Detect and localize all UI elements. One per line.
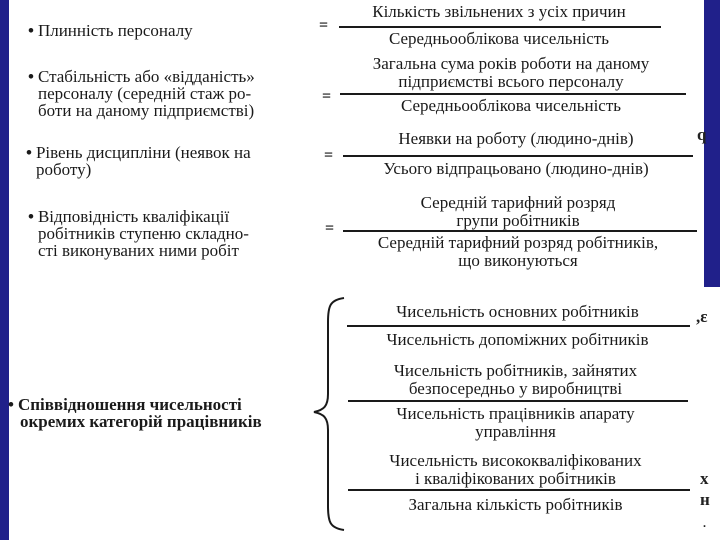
slide-frame-right <box>704 0 720 540</box>
discipline-numerator: Неявки на роботу (людино-днів) <box>398 129 634 148</box>
edge-mark-2: ,ε <box>696 307 708 326</box>
fraction-line <box>343 155 693 157</box>
indicator-turnover-label: • Плинність персоналу <box>28 21 193 40</box>
qualification-numerator: Середній тарифний розряд групи робітників <box>420 193 616 230</box>
fraction-line <box>348 400 688 402</box>
equals-sign: = <box>322 88 332 105</box>
discipline-denominator: Усього відпрацьовано (людино-днів) <box>383 159 649 178</box>
qualification-denominator: Середній тарифний розряд робітників, що виконуються <box>377 233 659 270</box>
edge-mark-5: . <box>703 516 706 530</box>
stability-denominator: Середньооблікова чисельність <box>400 96 622 115</box>
fraction-line <box>343 230 697 232</box>
ratio-production-management-numerator: Чисельність робітників, зайнятих безпосередньо у виробництві <box>393 361 638 398</box>
indicator-qualification-label: • Відповідність кваліфікації робітників ступеню складно- сті виконуваних ними робіт <box>28 207 249 260</box>
edge-mark-3: х <box>700 469 709 488</box>
edge-mark-1: q <box>697 125 707 144</box>
equals-sign: = <box>319 17 329 34</box>
turnover-numerator: Кількість звільнених з усіх причин <box>372 2 626 21</box>
equals-sign: = <box>325 220 335 237</box>
ratio-qualified-total-denominator: Загальна кількість робітників <box>408 495 623 514</box>
ratios-label: • Співвідношення чисельності окремих категорій працівників <box>8 395 262 431</box>
fraction-line <box>348 489 690 491</box>
ratio-main-auxiliary-denominator: Чисельність допоміжних робітників <box>386 330 649 349</box>
ratio-main-auxiliary-numerator: Чисельність основних робітників <box>396 302 639 321</box>
equals-sign: = <box>324 147 334 164</box>
fraction-line <box>339 26 661 28</box>
indicator-discipline-label: • Рівень дисципліни (неявок на роботу) <box>26 143 251 179</box>
fraction-line <box>340 93 686 95</box>
ratio-qualified-total-numerator: Чисельність висококваліфікованих і кваліфікованих робітників <box>389 451 642 488</box>
edge-mark-4: н <box>700 490 710 509</box>
fraction-line <box>347 325 690 327</box>
ratio-production-management-denominator: Чисельність працівників апарату управління <box>396 404 635 441</box>
indicator-stability-label: • Стабільність або «відданість» персоналу (середній стаж ро- боти на даному підприємстві) <box>28 67 255 120</box>
stability-numerator: Загальна сума років роботи на даному підприємстві всього персоналу <box>372 54 650 91</box>
curly-brace <box>308 294 348 534</box>
slide-frame-left <box>0 0 9 540</box>
turnover-denominator: Середньооблікова чисельність <box>388 29 610 48</box>
